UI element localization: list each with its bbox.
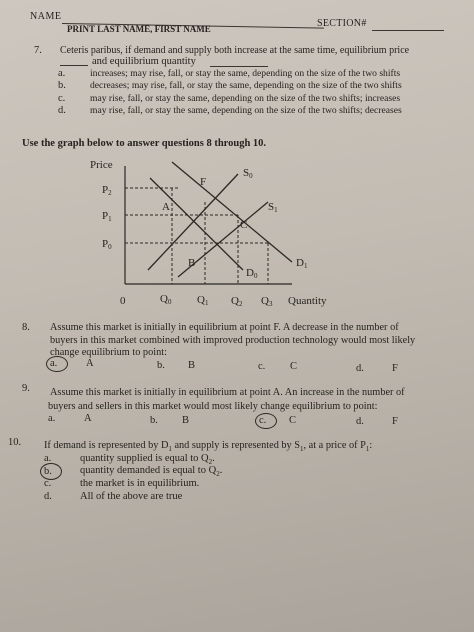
graph-instructions: Use the graph below to answer questions 8 through 10. (22, 138, 267, 149)
quantity-axis-label: Quantity (288, 295, 327, 307)
q9-option-b-letter[interactable]: b. (150, 415, 158, 426)
q10-option-a-text: quantity supplied is equal to $Q_2$. (80, 453, 215, 467)
q7-option-d-letter[interactable]: d. (58, 105, 66, 116)
q9-stem-line2: buyers and sellers in this market would most likely change equilibrium to point: (48, 401, 378, 412)
q7-option-c-letter[interactable]: c. (58, 93, 66, 104)
q8-option-d-text: F (392, 363, 398, 374)
q7-option-a-text: increases; may rise, fall, or stay the same, depending on the size of the two shifts (90, 68, 401, 79)
price-axis-label: Price (90, 159, 113, 171)
q7-stem-line1: Ceteris paribus, if demand and supply both increase at the same time, equilibrium price (60, 45, 410, 56)
q10-option-d-text: All of the above are true (80, 491, 183, 502)
supply-demand-graph (60, 152, 400, 317)
q8-option-b-letter[interactable]: b. (157, 360, 165, 371)
p2-label: P2 (102, 184, 112, 197)
q9-option-c-text: C (289, 415, 297, 426)
q3-label: Q3 (261, 295, 273, 308)
q9-option-a-letter[interactable]: a. (48, 413, 56, 424)
section-line (372, 30, 444, 31)
q7-stem-line2: and equilibrium quantity (92, 56, 196, 67)
print-name-label: PRINT LAST NAME, FIRST NAME (67, 24, 211, 34)
q2-label: Q2 (231, 295, 243, 308)
point-a-label: A (162, 201, 170, 213)
q7-option-d-text: may rise, fall, or stay the same, depending on the size of the two shifts; decreases (90, 105, 402, 116)
q10-option-b-text: quantity demanded is equal to $Q_2$. (80, 465, 223, 479)
s0-label: S0 (243, 167, 253, 180)
q8-option-d-letter[interactable]: d. (356, 363, 364, 374)
q0-label: Q0 (160, 293, 172, 306)
q8-option-b-text: B (188, 360, 196, 371)
q9-option-d-text: F (392, 416, 398, 427)
q7-blank-line (60, 65, 88, 66)
point-c-label: C (240, 219, 248, 231)
d1-label: D1 (296, 257, 308, 270)
q7-number: 7. (34, 45, 42, 56)
q7-option-c-text: may rise, fall, or stay the same, depending on the size of the two shifts; increases (90, 93, 401, 104)
q10-option-a-letter[interactable]: a. (44, 453, 52, 464)
q8-option-a-letter[interactable]: a. (50, 358, 58, 369)
q7-option-b-text: decreases; may rise, fall, or stay the same, depending on the size of the two shifts (90, 80, 402, 91)
q8-stem-line1: Assume this market is initially in equilibrium at point F. A decrease in the number of (50, 322, 399, 333)
d0-label: D0 (246, 267, 258, 280)
point-b-label: B (188, 257, 196, 269)
q9-option-d-letter[interactable]: d. (356, 416, 364, 427)
s1-label: S1 (268, 201, 278, 214)
q8-stem-line3: change equilibrium to point: (50, 347, 167, 358)
q8-number: 8. (22, 322, 30, 333)
q1-label: Q1 (197, 294, 209, 307)
section-label: SECTION# (317, 18, 367, 29)
q10-stem: If demand is represented by $D_1$ and supply is represented by $S_1$, at a price of $P_1$: (44, 440, 373, 454)
name-label: NAME (30, 11, 62, 22)
q10-option-c-text: the market is in equilibrium. (80, 478, 200, 489)
point-f-label: F (200, 176, 207, 188)
q10-number: 10. (8, 437, 22, 448)
q9-stem-line1: Assume this market is initially in equilibrium at point A. An increase in the number of (50, 387, 405, 398)
q7-option-a-letter[interactable]: a. (58, 68, 66, 79)
q7-option-b-letter[interactable]: b. (58, 80, 66, 91)
q9-number: 9. (22, 383, 30, 394)
p0-label: P0 (102, 238, 112, 251)
q8-stem-line2: buyers in this market combined with improved production technology would most likely (50, 335, 416, 346)
p1-label: P1 (102, 210, 112, 223)
q7-blank-line-2 (210, 66, 268, 67)
q9-option-b-text: B (182, 415, 190, 426)
q8-option-c-text: C (290, 361, 298, 372)
q8-option-a-text: A (86, 358, 94, 369)
demand-curve-d0 (150, 178, 243, 270)
q8-option-c-letter[interactable]: c. (258, 361, 266, 372)
q10-option-d-letter[interactable]: d. (44, 491, 52, 502)
q10-option-b-letter[interactable]: b. (44, 466, 52, 477)
q9-option-a-text: A (84, 413, 92, 424)
origin-label: 0 (120, 295, 126, 307)
q10-option-c-letter[interactable]: c. (44, 478, 52, 489)
q9-option-c-letter[interactable]: c. (259, 415, 267, 426)
